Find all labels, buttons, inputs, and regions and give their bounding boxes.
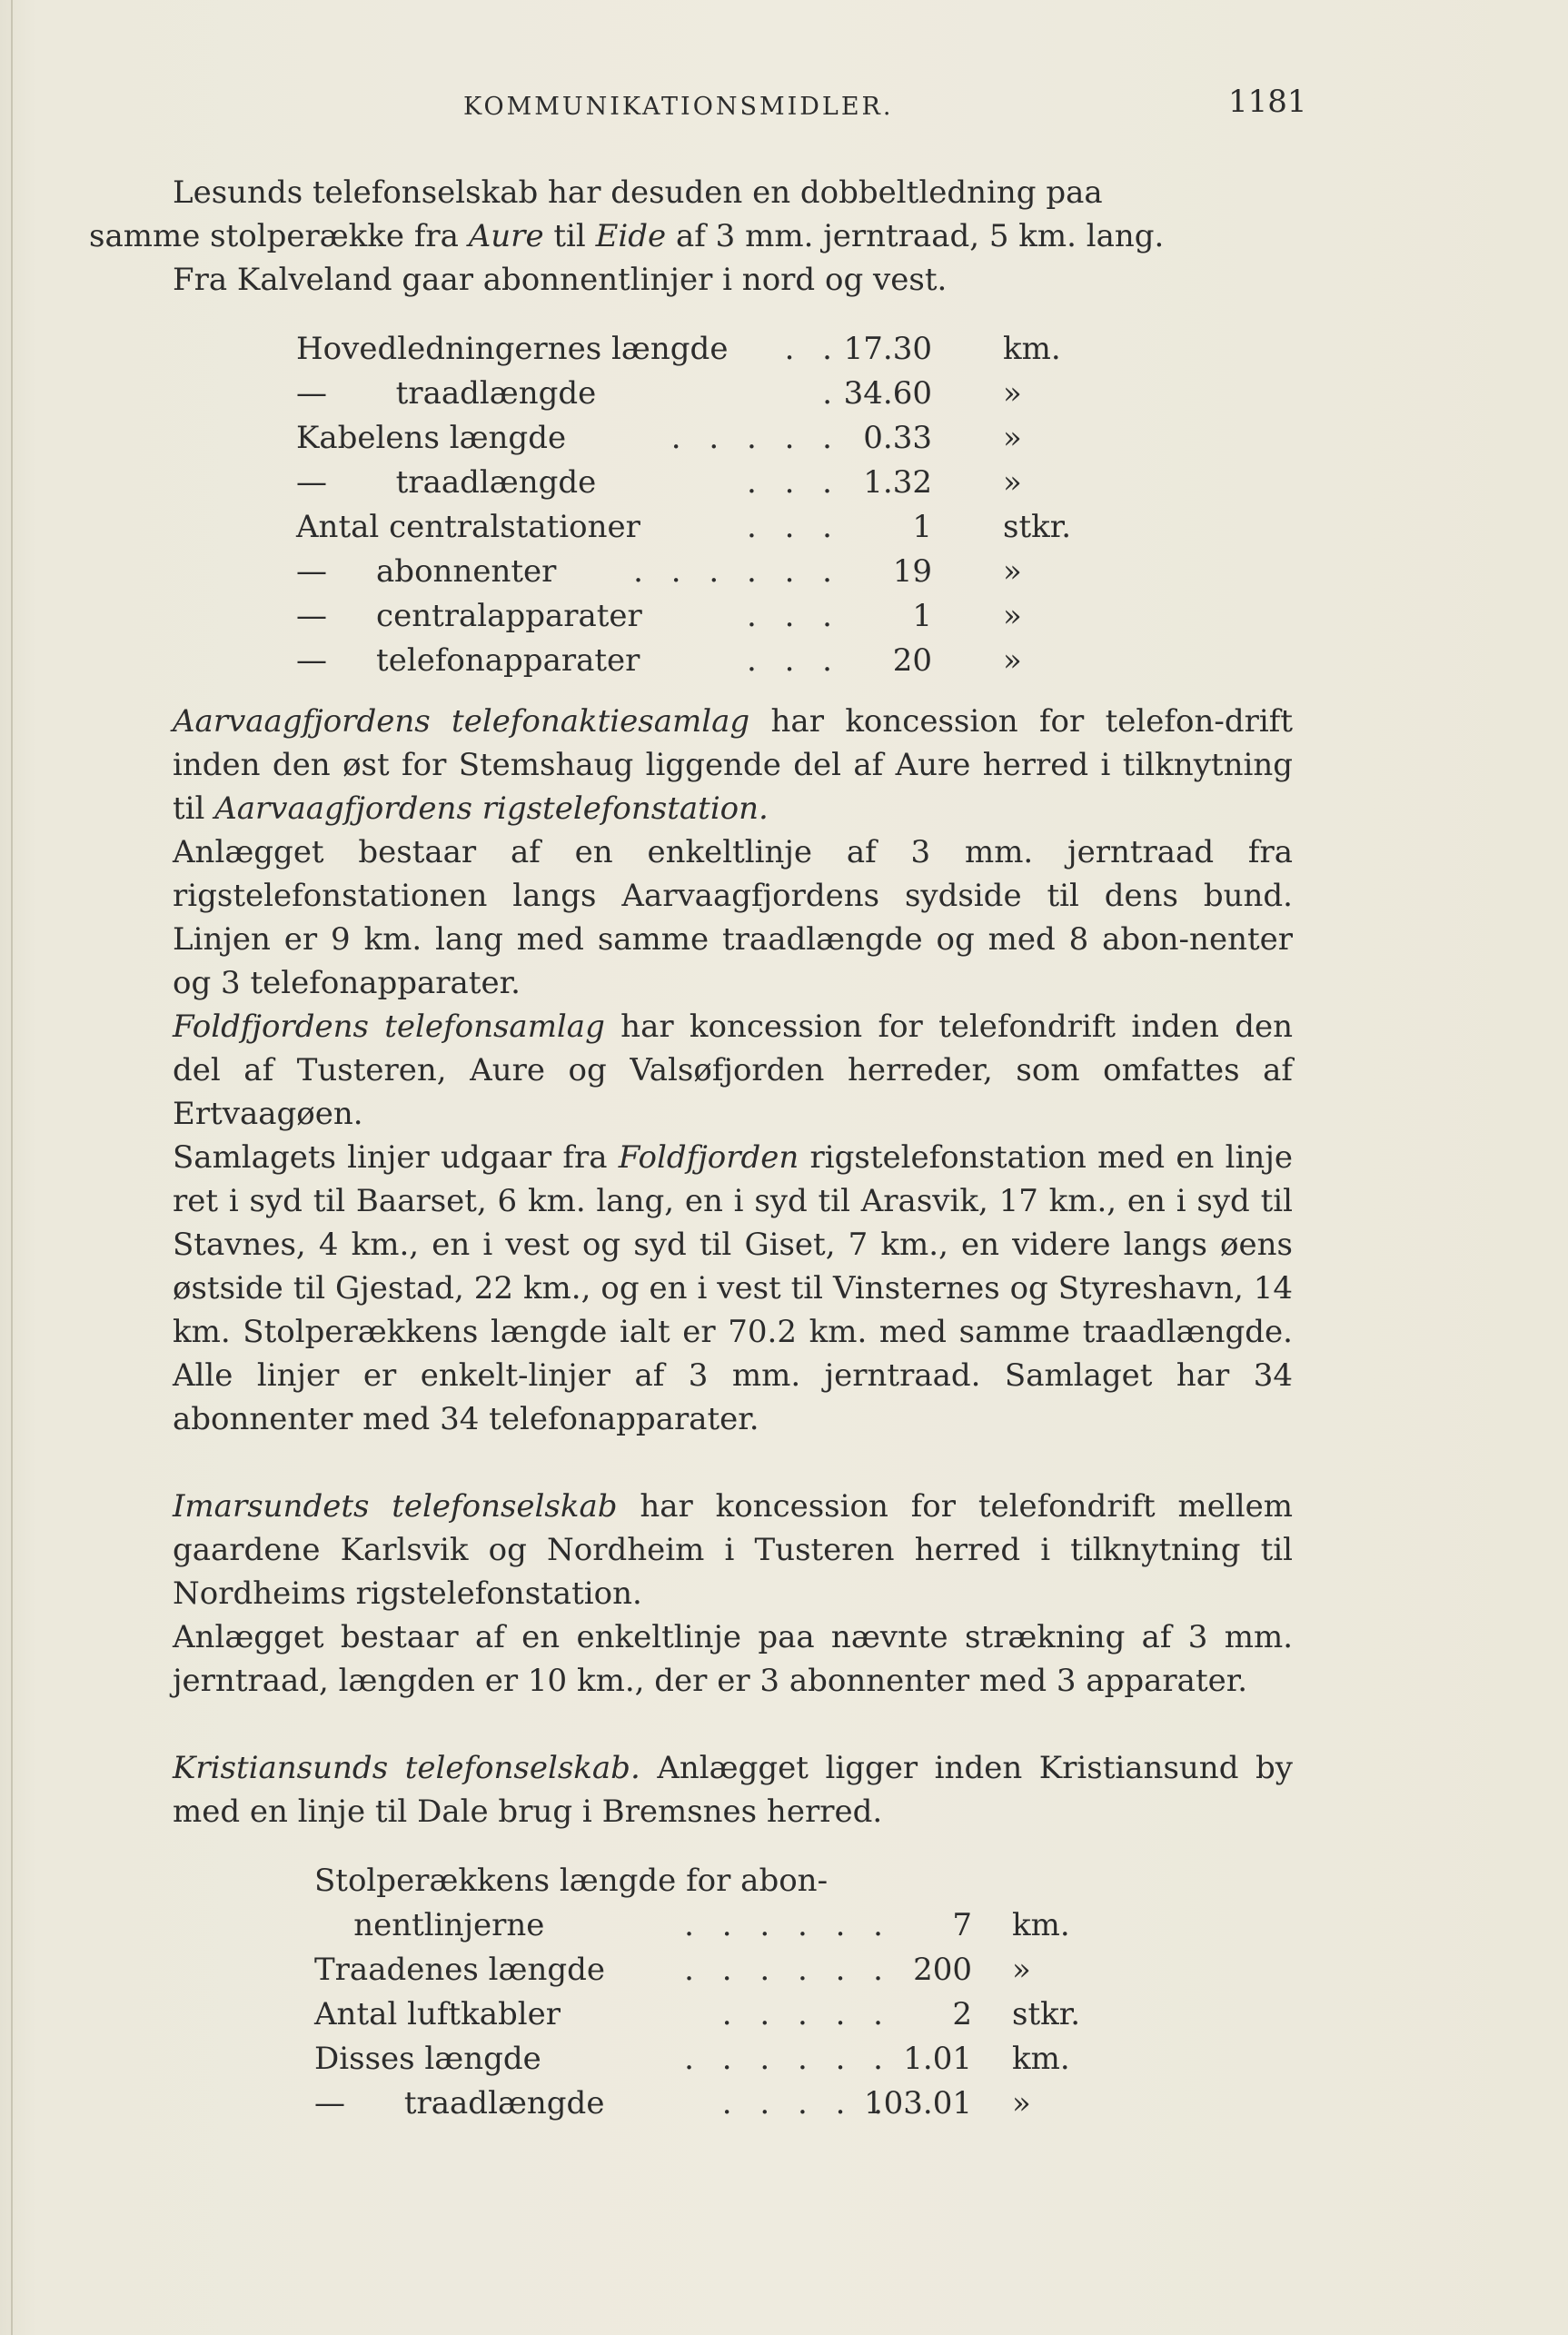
table-row: [296, 416, 1114, 461]
intro-line: Fra Kalveland gaar abonnentlinjer i nord og vest.: [173, 262, 948, 298]
table-row: [296, 639, 1114, 683]
row-leader-dots: . . .: [746, 642, 841, 679]
row-value: 1: [912, 509, 932, 545]
intro-line: Lesunds telefonselskab har desuden en dobbeltledning paa: [173, 174, 1103, 211]
table-row: [314, 2037, 1132, 2082]
row-value: 2: [952, 1996, 972, 2032]
row-value: 7: [952, 1907, 972, 1943]
row-unit: km.: [1003, 331, 1061, 367]
row-value: 20: [892, 642, 932, 679]
paragraph-anlaeg-imarsund: Anlægget bestaar af en enkeltlinje paa nævnte strækning af 3 mm. jerntraad, længden er 10 km., der er 3 abonnenter med 3 apparater.: [173, 1619, 1293, 1699]
table-row: [314, 2082, 1132, 2126]
row-leader-dots: . . .: [746, 509, 841, 545]
table-row: [314, 1948, 1132, 1992]
paragraph-foldfjordens: Foldfjordens telefonsamlag har koncession for telefondrift inden den del af Tusteren, Aure og Valsøfjorden herreder, som omfattes af Ertvaagøen.: [173, 1009, 1293, 1132]
intro-paragraph: [89, 171, 1293, 302]
row-unit: km.: [1012, 1907, 1070, 1943]
row-label: Hovedledningernes længde: [296, 331, 729, 367]
table-row: [296, 550, 1114, 594]
row-value: 19: [892, 553, 932, 590]
row-unit: »: [1003, 375, 1022, 412]
row-unit: »: [1003, 598, 1022, 634]
running-title: KOMMUNIKATIONSMIDLER.: [463, 93, 894, 121]
row-label: — telefonapparater: [296, 642, 640, 679]
row-value: 17.30: [843, 331, 932, 367]
row-label: Kabelens længde: [296, 420, 567, 456]
row-value: 0.33: [863, 420, 932, 456]
row-label: — abonnenter: [296, 553, 557, 590]
row-unit: »: [1012, 2085, 1031, 2121]
row-leader-dots: . . . . . .: [633, 553, 841, 590]
row-leader-dots: . . . . .: [721, 1996, 892, 2032]
table-row: [296, 461, 1114, 505]
row-label: Antal luftkabler: [314, 1996, 561, 2032]
row-leader-dots: . . . . .: [721, 2085, 892, 2121]
row-unit: km.: [1012, 2041, 1070, 2077]
row-label: Stolperækkens længde for abon-: [314, 1863, 829, 1899]
table-row: [314, 1992, 1132, 2037]
intro-line: samme stolperække fra Aure til Eide af 3 mm. jerntraad, 5 km. lang.: [89, 218, 1165, 254]
page-edge: [11, 0, 13, 2335]
row-value: 200: [913, 1952, 972, 1988]
row-value: 1.01: [903, 2041, 972, 2077]
row-label: — traadlængde: [314, 2085, 605, 2121]
row-value: 1.32: [863, 464, 932, 501]
company-name: Kristiansunds telefonselskab.: [173, 1750, 640, 1786]
row-unit: stkr.: [1003, 509, 1072, 545]
row-leader-dots: .: [822, 375, 841, 412]
company-name: Imarsundets telefonselskab: [173, 1488, 618, 1525]
table-row: [296, 372, 1114, 416]
paragraph-aarvaagfjordens: Aarvaagfjordens telefonaktiesamlag har koncession for telefon-drift inden den øst for Stemshaug liggende del af Aure herred i tilknytning til Aarvaagfjordens rigstelefonstation.: [173, 703, 1293, 827]
row-label: — centralapparater: [296, 598, 642, 634]
row-leader-dots: . .: [784, 331, 841, 367]
paragraph-anlaeg-aarvaag: Anlægget bestaar af en enkeltlinje af 3 mm. jerntraad fra rigstelefonstationen langs Aarvaagfjordens sydside til dens bund. Linjen er 9 km. lang med samme traadlængde og med 8 abon-nenter og 3 telefonapparater.: [173, 834, 1293, 1001]
paragraph-imarsundets: Imarsundets telefonselskab har koncession for telefondrift mellem gaardene Karlsvik og Nordheim i Tusteren herred i tilknytning til Nordheims rigstelefonstation.: [173, 1488, 1293, 1612]
table-row: [296, 327, 1114, 372]
row-label: Disses længde: [314, 2041, 541, 2077]
paragraph-samlaget: Samlagets linjer udgaar fra Foldfjorden rigstelefonstation med en linje ret i syd til Baarset, 6 km. lang, en i syd til Arasvik, 17 km., en i syd til Stavnes, 4 km., en i vest og syd til Giset, 7 km., en videre langs øens østside til Gjestad, 22 km., og en i vest til Vinsternes og Styreshavn, 14 km. Stolperækkens længde ialt er 70.2 km. med samme traadlængde. Alle linjer er enkelt-linjer af 3 mm. jerntraad. Samlaget har 34 abonnenter med 34 telefonapparater.: [173, 1139, 1293, 1437]
row-leader-dots: . . . . . .: [684, 1907, 892, 1943]
table-row: [314, 1903, 1132, 1948]
paragraph-kristiansunds: Kristiansunds telefonselskab. Anlægget ligger inden Kristiansund by med en linje til Dale brug i Bremsnes herred.: [173, 1750, 1293, 1830]
row-leader-dots: . . . . .: [670, 420, 841, 456]
company-name: Aarvaagfjordens telefonaktiesamlag: [173, 703, 750, 740]
row-label: Traadenes længde: [314, 1952, 606, 1988]
table-row: [314, 1859, 1132, 1903]
row-label: — traadlængde: [296, 464, 597, 501]
company-name: Foldfjordens telefonsamlag: [173, 1009, 605, 1045]
row-unit: »: [1003, 464, 1022, 501]
row-unit: stkr.: [1012, 1996, 1081, 2032]
row-unit: »: [1012, 1952, 1031, 1988]
statistics-table-kristiansund: [314, 1859, 1132, 2126]
page-number: 1181: [1228, 84, 1307, 120]
row-label: — traadlængde: [296, 375, 597, 412]
table-row: [296, 594, 1114, 639]
row-unit: »: [1003, 642, 1022, 679]
table-row: [296, 505, 1114, 550]
row-unit: »: [1003, 420, 1022, 456]
row-leader-dots: . . .: [746, 598, 841, 634]
row-value: 103.01: [864, 2085, 972, 2121]
page-header: [0, 84, 1568, 138]
row-value: 34.60: [843, 375, 932, 412]
row-leader-dots: . . . . . .: [684, 2041, 892, 2077]
row-leader-dots: . . .: [746, 464, 841, 501]
row-label: Antal centralstationer: [296, 509, 640, 545]
row-unit: »: [1003, 553, 1022, 590]
statistics-table-lesund: [296, 327, 1114, 683]
row-label: nentlinjerne: [314, 1907, 545, 1943]
row-value: 1: [912, 598, 932, 634]
row-leader-dots: . . . . . .: [684, 1952, 892, 1988]
